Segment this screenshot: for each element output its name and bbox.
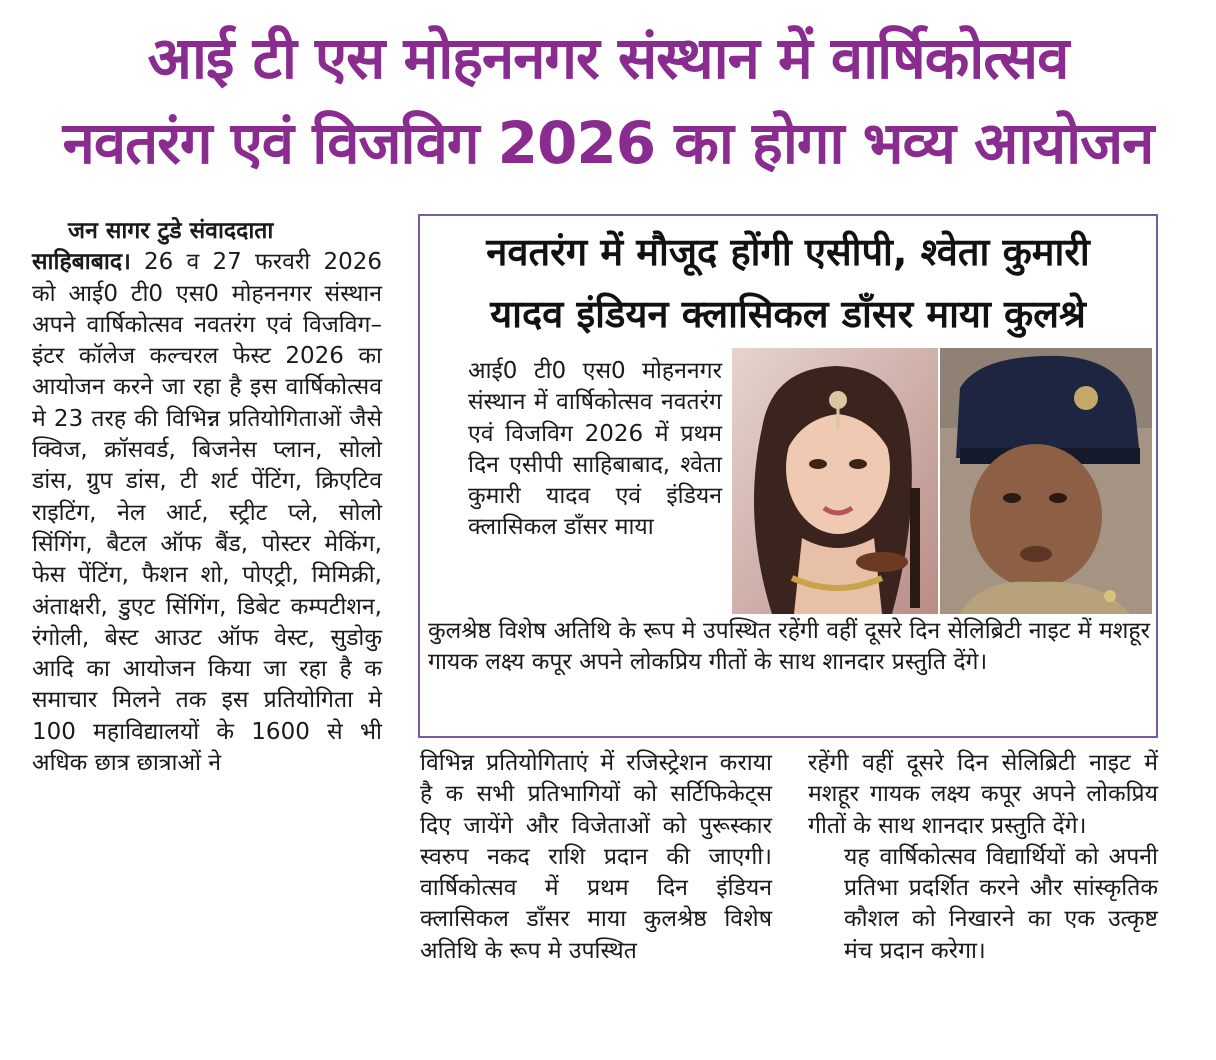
box-text-bottom: कुलश्रेष्ठ विशेष अतिथि के रूप मे उपस्थित रहेंगी वहीं दूसरे दिन सेलिब्रिटी नाइट में मशहूर गायक लक्ष्य कपूर अपने लोकप्रिय गीतों के साथ शानदार प्रस्तुति देंगे।	[428, 618, 1150, 676]
headline-line-2: नवतरंग एवं विजविग 2026 का होगा भव्य आयोजन	[62, 109, 1154, 177]
officer-photo	[940, 348, 1152, 614]
officer-portrait-image	[940, 348, 1152, 614]
box-text-paragraph: आई0 टी0 एस0 मोहननगर संस्थान में वार्षिकोत्सव नवतरंग एवं विजविग 2026 में प्रथम दिन एसीपी साहिबाबाद, श्वेता कुमारी यादव एवं इंडियन क्लासिकल डाँसर माया	[468, 358, 722, 541]
column-2-text: विभिन्न प्रतियोगिताएं में रजिस्ट्रेशन कराया है क सभी प्रतिभागियों को सर्टिफिकेट्स दिए जायेंगे और विजेताओं को पुरूस्कार स्वरुप नकद राशि प्रदान की जाएगी। वार्षिकोत्सव में प्रथम दिन इंडियन क्लासिकल डाँसर माया कुलश्रेष्ठ विशेष अतिथि के रूप मे उपस्थित	[420, 750, 772, 964]
column-1-paragraph	[32, 247, 382, 779]
dateline: साहिबाबाद।	[32, 249, 131, 276]
article-column-1	[32, 216, 382, 779]
column-3-text-1: रहेंगी वहीं दूसरे दिन सेलिब्रिटी नाइट में मशहूर गायक लक्ष्य कपूर अपने लोकप्रिय गीतों के साथ शानदार प्रस्तुति देंगे।	[808, 750, 1158, 839]
column-3-text-2: यह वार्षिकोत्सव विद्यार्थियों को अपनी प्रतिभा प्रदर्शित करने और सांस्कृतिक कौशल को निखारने का एक उत्कृष्ट मंच प्रदान करेगा।	[844, 843, 1158, 964]
article-column-3	[808, 748, 1158, 967]
highlight-box	[418, 214, 1158, 738]
headline-line-1: आई टी एस मोहननगर संस्थान में वार्षिकोत्सव	[147, 24, 1069, 92]
article-column-2	[420, 748, 772, 967]
box-title-line-1: नवतरंग में मौजूद होंगी एसीपी, श्वेता कुमारी	[486, 230, 1090, 274]
box-text-left	[428, 356, 722, 544]
column-1-text: 26 व 27 फरवरी 2026 को आई0 टी0 एस0 मोहननगर संस्थान अपने वार्षिकोत्सव नवतरंग एवं विजविग–इंटर कॉलेज कल्चरल फेस्ट 2026 का आयोजन करने जा रहा है इस वार्षिकोत्सव मे 23 तरह की विभिन्न प्रतियोगिताओं जैसे क्विज, क्रॉसवर्ड, बिजनेस प्लान, सोलो डांस, ग्रुप डांस, टी शर्ट पेंटिंग, क्रिएटिव राइटिंग, नेल आर्ट, स्ट्रीट प्ले, सोलो सिंगिंग, बैटल ऑफ बैंड, पोस्टर मेकिंग, फेस पेंटिंग, फैशन शो, पोएट्री, मिमिक्री, अंताक्षरी, डुएट सिंगिंग, डिबेट कम्पटीशन, रंगोली, बेस्ट आउट ऑफ वेस्ट, सुडोकु आदि का आयोजन किया जा रहा है क समाचार मिलने तक इस प्रतियोगिता मे 100 महाविद्यालयों के 1600 से भी अधिक छात्र छात्राओं ने	[32, 249, 382, 777]
dancer-photo	[732, 348, 938, 614]
byline: जन सागर टुडे संवाददाता	[68, 218, 274, 244]
box-title-line-2: यादव इंडियन क्लासिकल डाँसर माया कुलश्रे	[490, 292, 1086, 336]
dancer-portrait-image	[732, 348, 938, 614]
